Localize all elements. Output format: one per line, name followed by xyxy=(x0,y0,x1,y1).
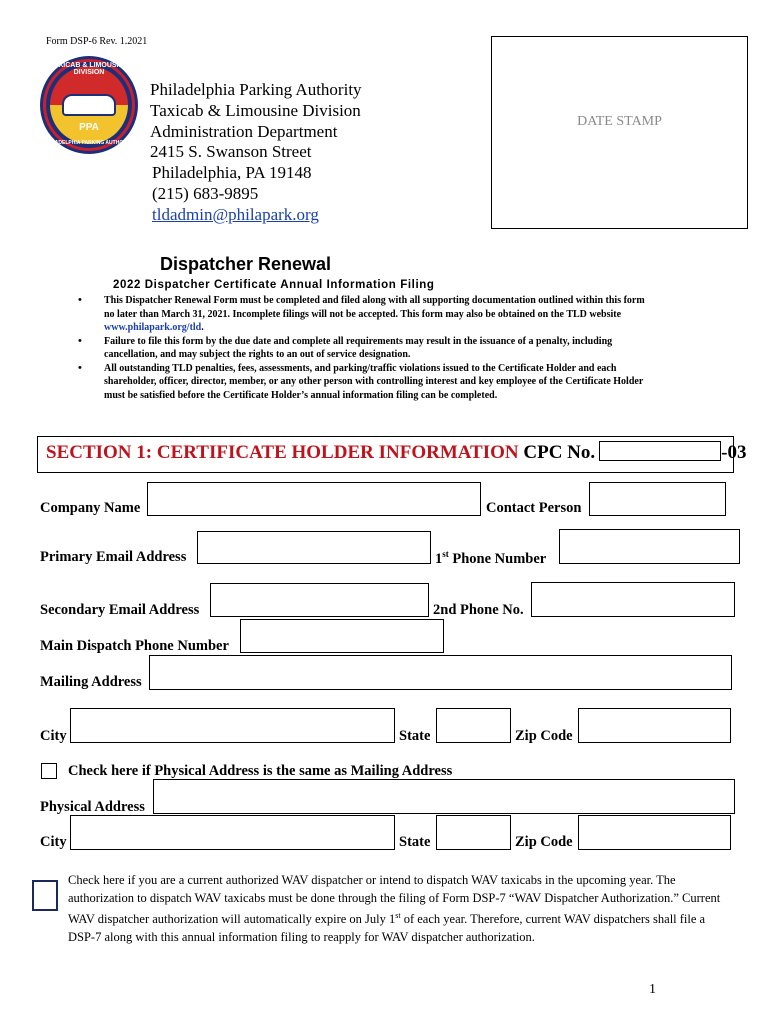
mailing-zip-input[interactable] xyxy=(578,708,731,743)
instructions-list xyxy=(74,294,654,402)
instruction-item: • All outstanding TLD penalties, fees, assessments, and parking/traffic violations issued to the Certificate Holder and each shareholder, officer, director, member, or any other person with controlling interest and key employee of the Certificate Holder must be satisfied before the Certificate Holder’s annual information filing can be completed. xyxy=(74,362,654,403)
taxi-icon xyxy=(62,94,116,116)
org-department: Administration Department xyxy=(150,121,338,141)
org-street: 2415 S. Swanson Street xyxy=(150,142,312,162)
phone2-label: 2nd Phone No. xyxy=(433,602,524,618)
physical-state-input[interactable] xyxy=(436,815,511,850)
tld-website-link[interactable]: www.philapark.org/tld xyxy=(104,322,202,333)
same-address-checkbox[interactable] xyxy=(41,763,57,779)
mailing-city-input[interactable] xyxy=(70,708,395,743)
phone2-input[interactable] xyxy=(531,582,735,617)
date-stamp-label: DATE STAMP xyxy=(577,114,662,129)
org-phone: (215) 683-9895 xyxy=(152,183,259,203)
wav-checkbox[interactable] xyxy=(32,880,58,911)
logo-text-bottom: PHILADELPHIA PARKING AUTHORITY xyxy=(43,140,135,146)
physical-city-input[interactable] xyxy=(70,815,395,850)
org-city: Philadelphia, PA 19148 xyxy=(152,163,312,183)
org-address-block xyxy=(150,80,362,226)
cpc-suffix: -03 xyxy=(721,442,747,463)
section1-title: SECTION 1: CERTIFICATE HOLDER INFORMATION xyxy=(46,442,519,463)
mailing-zip-label: Zip Code xyxy=(515,728,573,744)
main-dispatch-input[interactable] xyxy=(240,619,444,653)
page-number: 1 xyxy=(649,982,656,997)
cpc-number-input[interactable] xyxy=(599,441,721,461)
secondary-email-label: Secondary Email Address xyxy=(40,602,200,618)
contact-person-label: Contact Person xyxy=(486,500,582,516)
section1-header xyxy=(37,436,747,473)
org-division: Taxicab & Limousine Division xyxy=(150,100,361,120)
cpc-label: CPC No. xyxy=(523,442,596,463)
physical-address-input[interactable] xyxy=(153,779,735,814)
instruction-item: • This Dispatcher Renewal Form must be completed and filed along with all supporting documentation outlined within this form no later than March 31, 2021. Incomplete filings will not be accepted. This form may also be obtained on the TLD website www.philapark.org/tld. xyxy=(74,294,654,335)
physical-state-label: State xyxy=(399,834,431,850)
wav-paragraph: Check here if you are a current authorized WAV dispatcher or intend to dispatch WAV taxicabs in the upcoming year. The authorization to dispatch WAV taxicabs must be done through the filing of Form DSP-7 “WAV Dispatcher Authorization.” Current WAV dispatcher authorization will automatically expire on July 1st of each year. Therefore, current WAV dispatchers shall file a DSP-7 along with this annual information filing to reapply for WAV dispatcher authorization. xyxy=(68,873,721,945)
secondary-email-input[interactable] xyxy=(210,583,429,617)
logo-text-mid: PPA xyxy=(79,122,99,133)
org-name: Philadelphia Parking Authority xyxy=(150,80,362,99)
primary-email-label: Primary Email Address xyxy=(40,549,187,565)
phone1-label: 1st Phone Number xyxy=(435,549,547,567)
company-name-input[interactable] xyxy=(147,482,481,516)
mailing-address-label: Mailing Address xyxy=(40,674,142,690)
mailing-address-input[interactable] xyxy=(149,655,732,690)
contact-person-input[interactable] xyxy=(589,482,726,516)
date-stamp-box xyxy=(491,36,748,229)
mailing-state-input[interactable] xyxy=(436,708,511,743)
company-name-label: Company Name xyxy=(40,500,141,516)
same-address-label: Check here if Physical Address is the same as Mailing Address xyxy=(68,763,453,779)
physical-zip-label: Zip Code xyxy=(515,834,573,850)
form-number: Form DSP-6 Rev. 1.2021 xyxy=(46,36,148,47)
ppa-logo xyxy=(40,56,138,154)
phone1-input[interactable] xyxy=(559,529,740,564)
form-title: Dispatcher Renewal xyxy=(160,254,332,274)
mailing-state-label: State xyxy=(399,728,431,744)
physical-city-label: City xyxy=(40,834,67,850)
physical-address-label: Physical Address xyxy=(40,799,145,815)
primary-email-input[interactable] xyxy=(197,531,431,564)
main-dispatch-label: Main Dispatch Phone Number xyxy=(40,638,229,654)
org-email-link[interactable]: tldadmin@philapark.org xyxy=(152,204,319,224)
instruction-item: • Failure to file this form by the due date and complete all requirements may result in the issuance of a penalty, including cancellation, and may subject the rights to an out of service designation. xyxy=(74,335,654,362)
form-subtitle: 2022 Dispatcher Certificate Annual Information Filing xyxy=(113,279,435,291)
logo-text-top: TAXICAB & LIMOUSINE DIVISION xyxy=(49,62,129,76)
mailing-city-label: City xyxy=(40,728,67,744)
physical-zip-input[interactable] xyxy=(578,815,731,850)
